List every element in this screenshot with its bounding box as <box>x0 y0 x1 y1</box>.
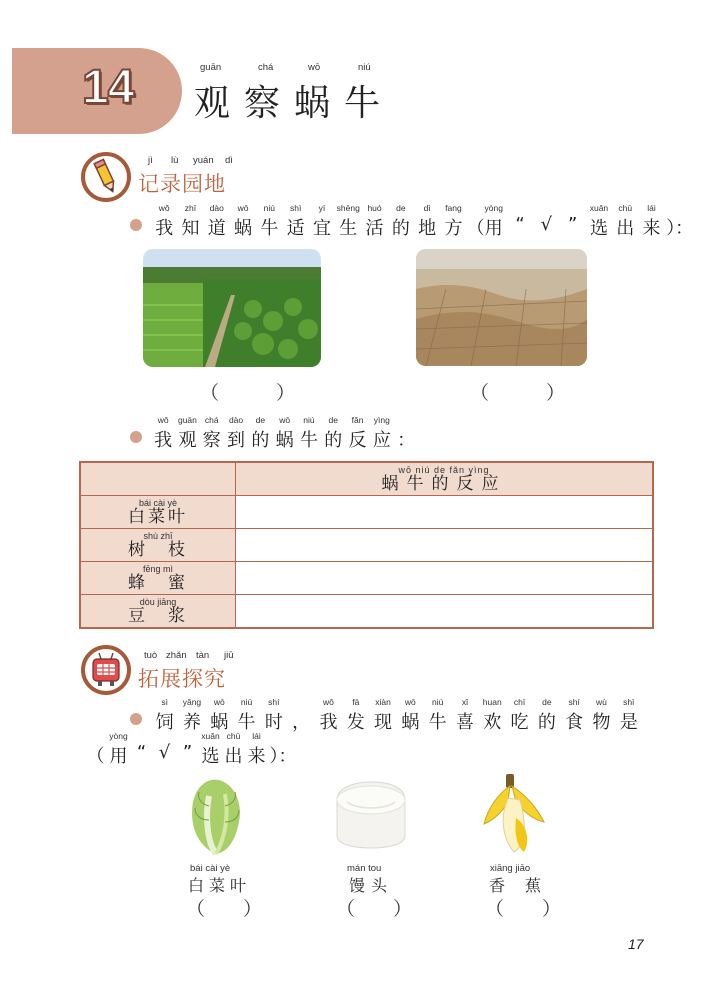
pinyin: fang <box>445 203 462 213</box>
page-title-char-1: 观 <box>194 83 235 124</box>
row-label-soymilk <box>80 595 236 629</box>
character: 适 <box>286 218 305 239</box>
character: √ <box>158 742 171 763</box>
pinyin: chū <box>618 203 633 213</box>
character: 饲 <box>155 712 174 733</box>
pinyin: huan <box>482 697 502 707</box>
character: 生 <box>339 218 358 239</box>
character: 宜 <box>312 218 331 239</box>
character: 蜗 <box>210 712 229 733</box>
pinyin: de <box>328 415 338 425</box>
food-label-banana: 香 蕉 <box>489 876 544 895</box>
pencil-icon <box>81 152 131 202</box>
character: 来 <box>642 218 661 239</box>
character: （ <box>86 746 105 767</box>
row-label: 蜂 蜜 <box>128 572 188 593</box>
pinyin: xiàn <box>375 697 391 707</box>
row-pinyin: shù zhī <box>143 530 173 541</box>
pinyin: yìng <box>373 415 390 425</box>
character: 地 <box>418 218 437 239</box>
answer-blank-field[interactable]: （ ） <box>200 382 296 404</box>
character: 察 <box>202 430 221 451</box>
section1-pinyin-4: dì <box>225 155 233 166</box>
page-title-char-4: 牛 <box>344 83 385 124</box>
character: 我 <box>319 712 338 733</box>
character: 时 <box>264 712 283 733</box>
pinyin: wù <box>596 697 607 707</box>
character: 牛 <box>299 430 318 451</box>
pinyin: zhī <box>184 203 197 213</box>
character: 方 <box>444 218 463 239</box>
character: 的 <box>537 712 556 733</box>
character: ” <box>182 742 193 763</box>
row-label: 白菜叶 <box>128 506 188 527</box>
character: 喜 <box>455 712 474 733</box>
character: 的 <box>251 430 270 451</box>
row-label-branch <box>80 529 236 562</box>
lesson-number: 14 <box>82 61 134 114</box>
answer-cell-soymilk[interactable] <box>236 595 654 629</box>
section2-pinyin-4: jiū <box>224 650 234 661</box>
pinyin: xuǎn <box>201 731 220 741</box>
character: 的 <box>324 430 343 451</box>
desert-photo <box>416 249 587 366</box>
pinyin: chī <box>513 697 526 707</box>
cabbage-image <box>185 776 247 856</box>
pinyin: chū <box>226 731 241 741</box>
character: 我 <box>154 430 173 451</box>
pinyin: wō <box>404 697 416 707</box>
table-header-blank <box>80 462 236 496</box>
title-pinyin-2: chá <box>258 62 274 73</box>
character: 现 <box>374 712 393 733</box>
row-label: 树 枝 <box>128 539 188 560</box>
food-pinyin-bun: mán tou <box>347 863 382 874</box>
character: 我 <box>155 218 174 239</box>
row-pinyin: bái cài yè <box>138 497 178 508</box>
pinyin: yòng <box>109 731 128 741</box>
character: √ <box>540 214 553 235</box>
page-number: 17 <box>628 936 644 952</box>
pinyin: de <box>542 697 552 707</box>
pinyin: lái <box>252 731 261 741</box>
pinyin: wō <box>279 415 291 425</box>
character: ）： <box>269 746 297 767</box>
character: 来 <box>247 746 266 767</box>
pinyin: yòng <box>484 203 503 213</box>
character: 到 <box>227 430 246 451</box>
pinyin: wǒ <box>323 697 334 707</box>
row-label-honey <box>80 562 236 595</box>
title-pinyin-1: guān <box>200 62 222 73</box>
steamed-bun-image <box>333 780 409 850</box>
table-row <box>80 496 653 529</box>
pinyin: wǒ <box>157 415 169 425</box>
robot-icon <box>81 645 131 695</box>
character: 牛 <box>260 218 279 239</box>
banana-image <box>480 772 548 856</box>
table-row <box>80 562 653 595</box>
table-row <box>80 529 653 562</box>
row-label: 豆 浆 <box>128 605 188 626</box>
character: ” <box>567 214 578 235</box>
character: 欢 <box>483 712 502 733</box>
bullet-icon <box>130 219 142 231</box>
character: 养 <box>182 712 201 733</box>
character: 道 <box>207 218 226 239</box>
answer-cell-honey[interactable] <box>236 562 654 595</box>
table-row <box>80 595 653 629</box>
pinyin: xǐ <box>461 697 469 707</box>
food-pinyin-cabbage: bái cài yè <box>190 863 231 874</box>
character: ： <box>397 430 416 451</box>
character: 发 <box>346 712 365 733</box>
food-label-cabbage: 白菜叶 <box>188 876 252 895</box>
character: 出 <box>616 218 635 239</box>
table-header-row <box>80 462 653 496</box>
character: 选 <box>201 746 220 767</box>
pinyin: niú <box>431 697 444 707</box>
answer-blank-cabbage[interactable]: （ ） <box>186 898 263 920</box>
pinyin: shì <box>623 697 635 707</box>
section2-pinyin-1: tuò <box>144 650 158 661</box>
pinyin: sì <box>161 697 168 707</box>
pinyin: shì <box>289 203 302 213</box>
table-header-label: 蜗牛的反应 <box>381 473 507 494</box>
character: 反 <box>348 430 367 451</box>
observation-table <box>79 461 654 629</box>
pinyin: niú <box>240 697 253 707</box>
pinyin: dào <box>228 415 244 425</box>
pinyin: de <box>255 415 266 425</box>
character: 应 <box>372 430 391 451</box>
answer-cell-cabbage[interactable] <box>236 496 654 529</box>
pinyin: niú <box>263 203 276 213</box>
page-title-char-3: 蜗 <box>294 83 335 124</box>
character: 用 <box>484 218 503 239</box>
pinyin: dào <box>209 203 224 213</box>
character: “ <box>515 214 525 235</box>
pinyin: shí <box>568 697 580 707</box>
character: 物 <box>592 712 611 733</box>
character: 是 <box>619 712 638 733</box>
food-pinyin-banana: xiāng jiāo <box>490 863 531 874</box>
character: 牛 <box>237 712 256 733</box>
answer-cell-branch[interactable] <box>236 529 654 562</box>
character: 蜗 <box>275 430 294 451</box>
pinyin: wō <box>213 697 225 707</box>
section1-pinyin-3: yuán <box>193 155 214 166</box>
character: 活 <box>365 218 384 239</box>
character: 牛 <box>428 712 447 733</box>
pinyin: dì <box>423 203 431 213</box>
bullet-icon <box>130 713 142 725</box>
title-pinyin-4: niú <box>358 62 371 73</box>
section1-title: 记录园地 <box>138 172 226 196</box>
pinyin: guān <box>177 415 197 425</box>
pinyin: de <box>396 203 406 213</box>
character: 知 <box>181 218 200 239</box>
pinyin: lái <box>647 203 656 213</box>
pinyin: niú <box>303 415 315 425</box>
pinyin: xuǎn <box>589 203 609 213</box>
section2-title: 拓展探究 <box>138 667 226 691</box>
answer-blank-desert[interactable]: （ ） <box>470 382 566 404</box>
pinyin: shēng <box>336 203 360 213</box>
character: 蜗 <box>234 218 253 239</box>
character: 蜗 <box>401 712 420 733</box>
character: 吃 <box>510 712 529 733</box>
character: 的 <box>391 218 410 239</box>
pinyin: yǎng <box>182 697 202 707</box>
character: 观 <box>178 430 197 451</box>
food-label-bun: 馒头 <box>349 876 394 895</box>
pinyin: wō <box>237 203 249 213</box>
bullet-icon <box>130 431 142 443</box>
page-title-char-2: 察 <box>244 83 285 124</box>
character: 食 <box>565 712 584 733</box>
row-pinyin: fēng mì <box>142 563 173 574</box>
pinyin: fǎn <box>351 415 364 425</box>
pinyin: yí <box>318 203 326 213</box>
pinyin: fā <box>352 697 360 707</box>
title-pinyin-3: wō <box>308 62 321 73</box>
section2-pinyin-3: tàn <box>196 650 210 661</box>
character: “ <box>136 742 147 763</box>
pinyin: chá <box>204 415 219 425</box>
character: （ <box>466 218 485 239</box>
section1-pinyin-2: lù <box>171 155 179 166</box>
character: ， <box>292 712 311 733</box>
table-header <box>236 462 654 496</box>
character: 选 <box>589 218 608 239</box>
section2-pinyin-2: zhǎn <box>166 650 187 661</box>
pinyin: huó <box>367 203 382 213</box>
row-label-cabbage <box>80 496 236 529</box>
row-pinyin: dòu jiāng <box>139 596 177 607</box>
table-header-pinyin: wō niú de fǎn yìng <box>398 464 490 475</box>
section1-pinyin-1: jì <box>148 155 153 166</box>
answer-blank-bun[interactable]: （ ） <box>336 898 413 920</box>
answer-blank-banana[interactable]: （ ） <box>485 898 562 920</box>
pinyin: wǒ <box>158 203 170 213</box>
pinyin: shí <box>268 697 280 707</box>
character: 用 <box>109 746 128 767</box>
character: 出 <box>224 746 243 767</box>
character: ）： <box>666 218 694 239</box>
field-photo <box>143 249 321 367</box>
